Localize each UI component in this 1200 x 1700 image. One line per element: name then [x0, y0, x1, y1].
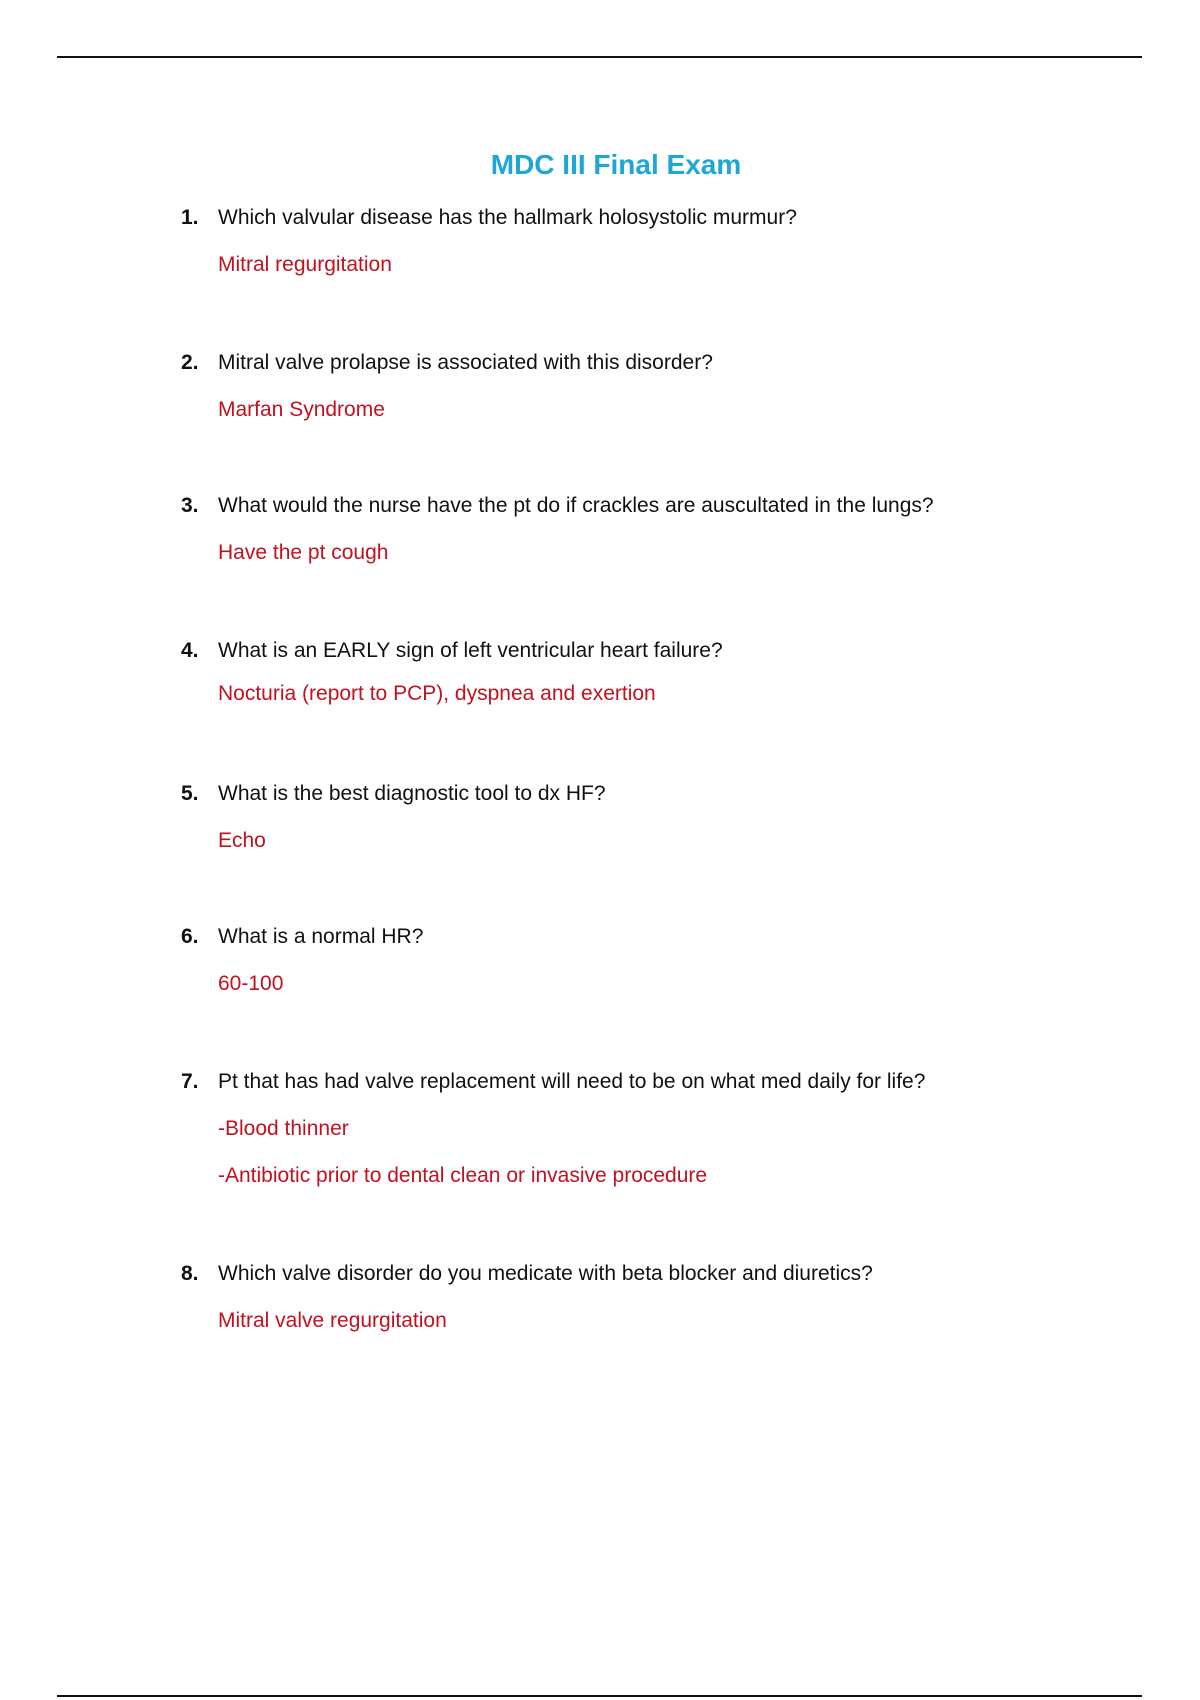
answer-list: [218, 825, 1141, 857]
question-text: Pt that has had valve replacement will need to be on what med daily for life?: [218, 1070, 926, 1093]
answer-list: [218, 249, 1141, 281]
question-text: What is a normal HR?: [218, 925, 424, 948]
question-text: What is the best diagnostic tool to dx HF?: [218, 782, 606, 805]
question-number: 6.: [181, 925, 199, 948]
answer-list: [218, 537, 1141, 569]
question-5: [181, 778, 1141, 857]
answer-text: Nocturia (report to PCP), dyspnea and exertion: [218, 682, 656, 705]
answer-text: -Blood thinner: [218, 1117, 349, 1140]
answer-text: 60-100: [218, 972, 284, 995]
answer-text: Have the pt cough: [218, 541, 389, 564]
question-6: [181, 921, 1141, 1000]
page-title: MDC III Final Exam: [490, 149, 742, 180]
answer-text: Mitral regurgitation: [218, 253, 392, 276]
answer-list: [218, 394, 1141, 426]
question-text: Which valvular disease has the hallmark holosystolic murmur?: [218, 206, 797, 229]
question-text: Mitral valve prolapse is associated with this disorder?: [218, 351, 713, 374]
question-number: 7.: [181, 1070, 199, 1093]
question-7: [181, 1066, 1141, 1192]
answer-list: [218, 1113, 1141, 1192]
question-8: [181, 1258, 1141, 1337]
answer-list: [218, 678, 1141, 710]
question-number: 5.: [181, 782, 199, 805]
question-text: Which valve disorder do you medicate with beta blocker and diuretics?: [218, 1262, 873, 1285]
answer-text: -Antibiotic prior to dental clean or invasive procedure: [218, 1164, 708, 1187]
answer-list: [218, 1305, 1141, 1337]
top-rule: [57, 56, 1142, 58]
question-number: 4.: [181, 639, 199, 662]
question-number: 8.: [181, 1262, 199, 1285]
question-number: 3.: [181, 494, 199, 517]
answer-text: Echo: [218, 829, 266, 852]
question-1: [181, 202, 1141, 281]
bottom-rule: [57, 1695, 1142, 1697]
question-text: What would the nurse have the pt do if crackles are auscultated in the lungs?: [218, 494, 934, 517]
answer-list: [218, 968, 1141, 1000]
answer-text: Mitral valve regurgitation: [218, 1309, 447, 1332]
question-text: What is an EARLY sign of left ventricular heart failure?: [218, 639, 723, 662]
answer-text: Marfan Syndrome: [218, 398, 385, 421]
question-3: [181, 490, 1141, 569]
question-2: [181, 347, 1141, 426]
question-number: 1.: [181, 206, 199, 229]
question-4: [181, 635, 1141, 710]
question-number: 2.: [181, 351, 199, 374]
